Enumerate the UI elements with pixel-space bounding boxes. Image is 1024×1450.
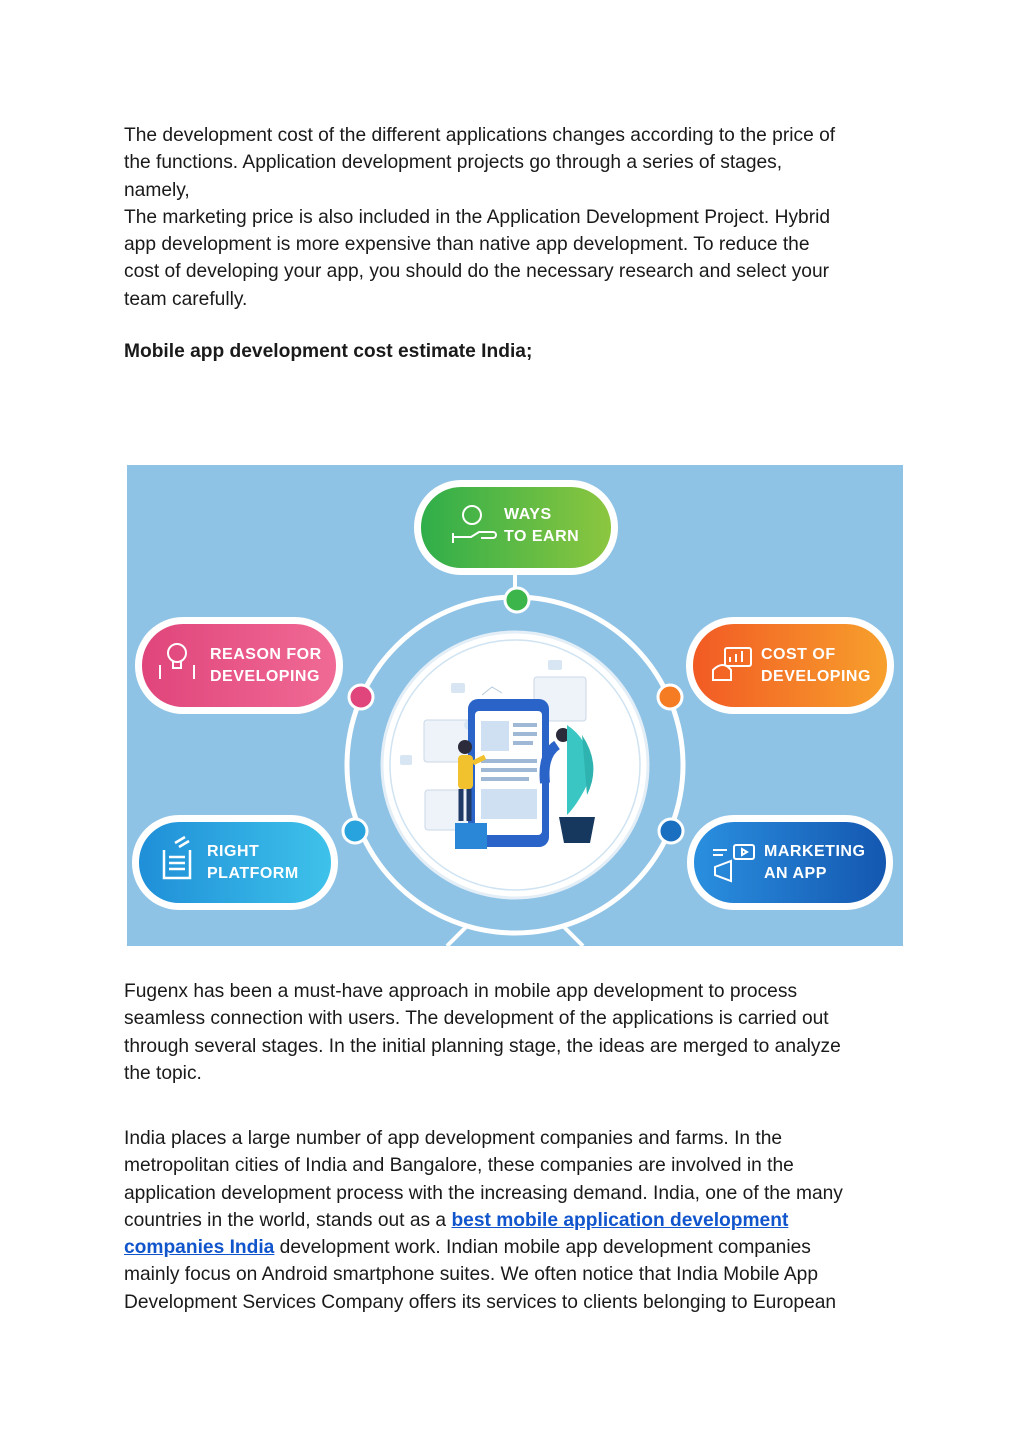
- pill-text-line2: PLATFORM: [207, 865, 299, 882]
- text-line: app development is more expensive than native app development. To reduce the: [124, 234, 810, 256]
- infographic-svg: [127, 465, 903, 946]
- pill-text-line1: MARKETING: [764, 843, 866, 860]
- text-line: the functions. Application development projects go through a series of stages,: [124, 152, 783, 174]
- text-line: India places a large number of app development companies and farms. In the: [124, 1128, 783, 1149]
- pill-reason-for-developing: [135, 617, 343, 714]
- text-fragment: countries in the world, stands out as a: [124, 1209, 452, 1231]
- text-line: The marketing price is also included in the Application Development Project. Hybrid: [124, 206, 831, 228]
- connector-dot-light-blue: [343, 819, 367, 843]
- text-line: the topic.: [124, 1062, 202, 1084]
- pill-right-platform: [132, 815, 338, 910]
- text-line: namely,: [124, 179, 190, 201]
- connector-dot-pink: [349, 685, 373, 709]
- connector-dot-orange: [658, 685, 682, 709]
- text-line: Fugenx has been a must-have approach in mobile app development to process: [124, 981, 798, 1002]
- text-line-with-link: [124, 1234, 904, 1261]
- box-illustration: [455, 823, 487, 849]
- text-line: cost of developing your app, you should do the necessary research and select your: [124, 261, 830, 283]
- pill-marketing-an-app: [687, 815, 893, 910]
- text-line: team carefully.: [124, 288, 248, 310]
- text-fragment: development work. Indian mobile app development companies: [274, 1237, 811, 1259]
- text-line: through several stages. In the initial planning stage, the ideas are merged to analyze: [124, 1035, 841, 1057]
- section-heading: Mobile app development cost estimate India;: [124, 341, 533, 362]
- text-line: application development process with the increasing demand. India, one of the many: [124, 1182, 843, 1204]
- text-line: Development Services Company offers its services to clients belonging to European: [124, 1291, 837, 1313]
- pill-text-line1: REASON FOR: [210, 646, 322, 663]
- fugenx-paragraph: [124, 978, 904, 1087]
- text-line: mainly focus on Android smartphone suites. We often notice that India Mobile App: [124, 1264, 818, 1286]
- india-paragraph: [124, 1125, 904, 1316]
- pill-text-line1: RIGHT: [207, 843, 260, 860]
- best-mobile-app-companies-link[interactable]: best mobile application development: [451, 1209, 789, 1231]
- pill-cost-of-developing: [686, 617, 894, 714]
- connector-dot-green: [505, 588, 529, 612]
- pill-text-line2: AN APP: [764, 865, 827, 882]
- infographic: [127, 465, 903, 946]
- intro-paragraph: [124, 122, 904, 313]
- pill-text-line2: DEVELOPING: [210, 668, 320, 685]
- pill-text-line2: DEVELOPING: [761, 668, 871, 685]
- pill-text-line1: WAYS: [504, 506, 552, 523]
- plant-pot-illustration: [559, 817, 595, 843]
- text-line: seamless connection with users. The development of the applications is carried out: [124, 1008, 829, 1030]
- text-line: The development cost of the different applications changes according to the price of: [124, 125, 836, 146]
- text-line: metropolitan cities of India and Bangalore, these companies are involved in the: [124, 1155, 794, 1177]
- pill-text-line2: TO EARN: [504, 528, 580, 545]
- pill-text-line1: COST OF: [761, 646, 836, 663]
- pill-ways-to-earn: [414, 480, 618, 575]
- best-mobile-app-companies-link-continued[interactable]: companies India: [124, 1237, 275, 1259]
- connector-dot-dark-blue: [659, 819, 683, 843]
- text-line-with-link: [124, 1207, 904, 1234]
